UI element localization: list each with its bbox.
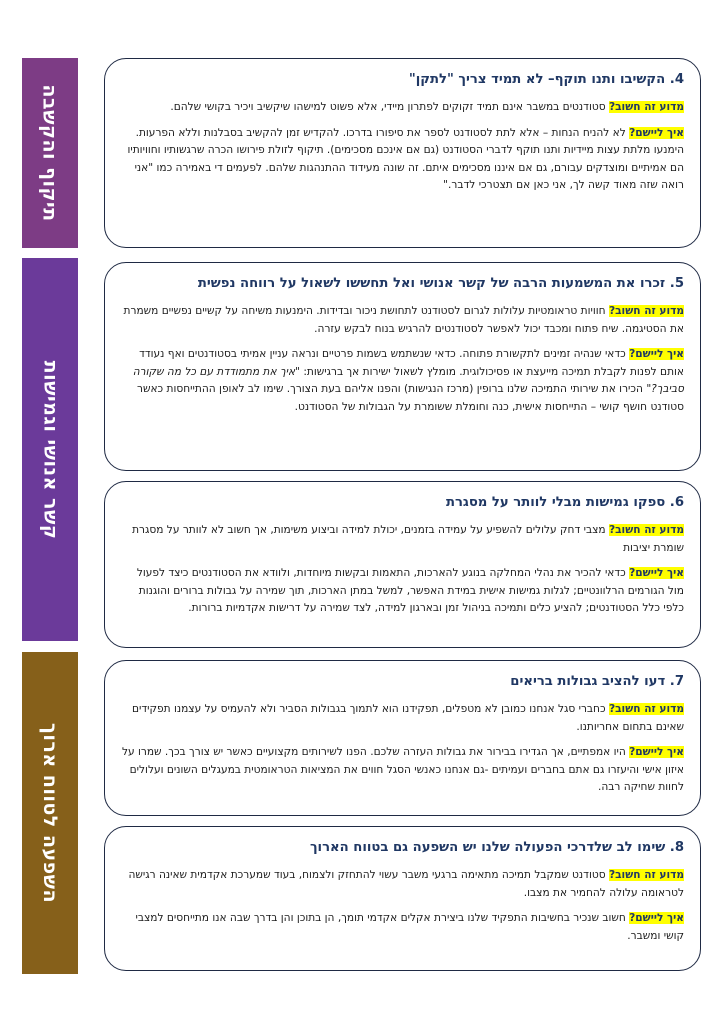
- how-text: היו אמפתיים, אך הגדירו בבירור את גבולות העזרה שלכם. הפנו לשירותים מקצועיים כאשר יש צורך בכך. שמרו על איזון אישי והיעזרו גם אתם בחברים ועמיתים -גם אנחנו כאנשי הסגל חווים את המציאות הטראומטית במעגלים השונים ועלולים לחוות שחיקה רבה.: [121, 746, 684, 794]
- why-text: כחברי סגל אנחנו כמובן לא מטפלים, תפקידנו הוא לתמוך בגבולות הסביר ולא להעמיס על עצמנו תפקידים שאינם בתחום אחריותנו.: [131, 703, 684, 733]
- tip-card-7: [104, 660, 701, 816]
- why-label: מדוע זה חשוב?: [608, 703, 684, 715]
- tip-title: 7. דעו להציב גבולות בריאים: [510, 674, 684, 689]
- section-band-label: תיקוף והקשבה: [39, 84, 62, 222]
- section-band-label: קשר אנושי וגמישות: [39, 360, 62, 539]
- tip-card-6: [104, 481, 701, 648]
- section-band-human-connection: [22, 258, 78, 641]
- how-text: כדאי שנהיה זמינים לתקשורת פתוחה. כדאי שנשתמש בשמות פרטיים ונראה עניין אמיתי בסטודנטים ואף נעודד אותם לפנות לקבלת תמיכה מייעצת או פסיכולוגית. מומלץ לשאול ישירות אך ברגישות:: [139, 348, 684, 378]
- why-text: מצבי דחק עלולים להשפיע על עמידה בזמנים, יכולת למידה וביצוע משימות, אך חשוב לא לוותר על מסגרת שומרת יציבות: [132, 524, 684, 554]
- why-text: סטודנטים במשבר אינם תמיד זקוקים לפתרון מיידי, אלא פשוט למישהו שיקשיב ויכיר בקושי שלהם.: [170, 101, 609, 113]
- how-label: איך ליישם?: [629, 912, 684, 925]
- section-band-validation: [22, 58, 78, 248]
- tip-card-8: [104, 826, 701, 971]
- tip-title: 5. זכרו את המשמעות הרבה של קשר אנושי ואל תחששו לשאול על רווחה נפשית: [197, 276, 684, 291]
- tip-card-5: [104, 262, 701, 471]
- how-label: איך ליישם?: [629, 126, 684, 139]
- tip-title: 8. שימו לב שלדרכי הפעולה שלנו יש השפעה גם בטווח הארוך: [309, 840, 684, 855]
- how-paragraph: [121, 125, 684, 195]
- how-text: הכירו את שירותי התמיכה שלנו ברופין (מרכז הנגישות) והפנו אליהם בעת הצורך. שימו לב לאופן ההתייחסות כאשר סטודנט חושף קושי – התייחסות אישית, כנה וחומלת ששומרת על הגבולות של הסטודנט.: [136, 383, 684, 413]
- why-paragraph: [121, 701, 684, 736]
- how-paragraph: [121, 910, 684, 945]
- why-label: מדוע זה חשוב?: [608, 101, 684, 113]
- why-paragraph: [121, 867, 684, 902]
- how-label: איך ליישם?: [629, 567, 684, 580]
- how-label: איך ליישם?: [629, 746, 684, 759]
- how-text: כדאי להכיר את נהלי המחלקה בנוגע להארכות, התאמות ובקשות מיוחדות, ולוודא את הסטודנטים כיצד לפעול מול הגורמים הרלוונטיים; לגלות גמישות אישית במידת האפשר, למשל במתן הארכות, תוך שמירה על גבולות ברורים והוגנות כלפי כלל הסטודנטים; להציע כלים ותמיכה בניהול זמן ובארגון למידה, לצד שמירה על דרישות אקדמיות ברורות.: [136, 567, 684, 615]
- how-paragraph: [121, 744, 684, 797]
- how-paragraph: [121, 346, 684, 416]
- how-paragraph: [121, 565, 684, 618]
- how-label: איך ליישם?: [629, 348, 684, 361]
- why-label: מדוע זה חשוב?: [608, 305, 684, 317]
- how-text: לא להניח הנחות – אלא לתת לסטודנט לספר את סיפורו בדרכו. להקדיש זמן להקשיב בסבלנות וללא הפרעות. הימנעו מלתת עצות מיידיות ותנו תוקף לדברי הסטודנט (גם אם אינכם מסכימים). תיקוף לזולת פירושו הכרה שרגשותיו וחוויותיו הם אמיתיים ומוצדקים עבורם, גם אם איננו מסכימים איתם. זה שונה מעידוד ההתנהגות שלהם. לפעמים די באמירה כמו "אני רואה שזה מאוד קשה לך, אני כאן אם תצטרכי לדבר.": [127, 126, 684, 192]
- section-band-long-term: [22, 652, 78, 974]
- tip-title: 6. ספקו גמישות מבלי לוותר על מסגרת: [445, 495, 684, 510]
- why-label: מדוע זה חשוב?: [608, 524, 684, 536]
- tip-card-4: [104, 58, 701, 248]
- example-question: "איך את מתמודדת עם כל מה שקורה סביבך?": [132, 365, 684, 396]
- tip-title: 4. הקשיבו ותנו תוקף– לא תמיד צריך "לתקן": [408, 72, 684, 87]
- why-paragraph: [121, 99, 684, 117]
- section-band-label: השפעה לטווח ארוך: [39, 722, 62, 904]
- why-label: מדוע זה חשוב?: [608, 869, 684, 881]
- why-paragraph: [121, 303, 684, 338]
- how-text: חשוב שנכיר בחשיבות התפקיד שלנו ביצירת אקלים אקדמי תומך, הן בתוכן והן בדרך שבה אנו מתייחסים למצבי קושי ומשבר.: [135, 912, 684, 942]
- why-text: חוויות טראומטיות עלולות לגרום לסטודנט לתחושת ניכור ובדידות. הימנעות משיחה על קשיים נפשיים משמרת את הסטיגמה. שיח פתוח ומכבד יכול לאפשר לסטודנטים להרגיש בנוח לבקש עזרה.: [123, 305, 684, 335]
- why-paragraph: [121, 522, 684, 557]
- why-text: סטודנט שמקבל תמיכה מתאימה ברגעי משבר עשוי להתחזק ולצמוח, בעוד שמערכת אקדמית שאינה רגישה לטראומה עלולה להחמיר את מצבו.: [128, 869, 684, 899]
